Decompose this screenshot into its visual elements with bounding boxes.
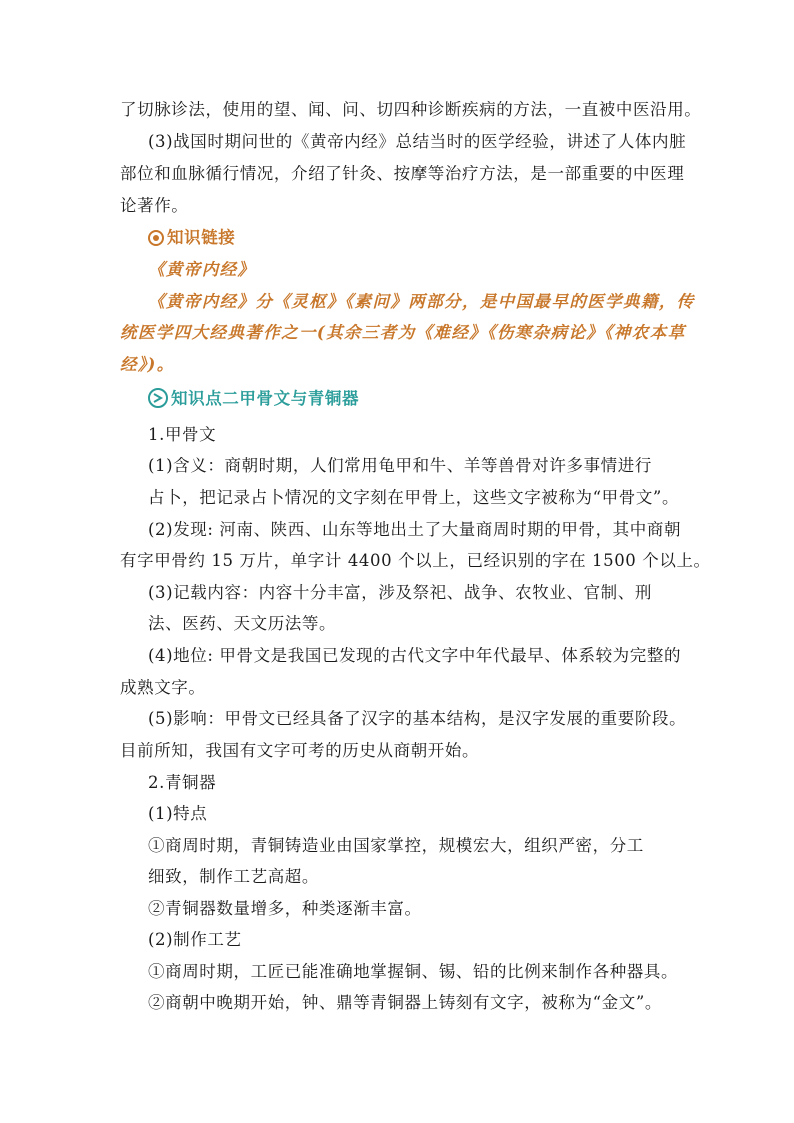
knowledge-link-title: 《黄帝内经》 [148,260,256,279]
paragraph-line: ①商周时期，青铜铸造业由国家掌控，规模宏大，组织严密，分工 [148,836,644,855]
paragraph-line: ②青铜器数量增多，种类逐渐丰富。 [148,899,422,918]
paragraph-line: 细致，制作工艺高超。 [148,867,319,886]
paragraph-line: 部位和血脉循行情况，介绍了针灸、按摩等治疗方法，是一部重要的中医理 [120,164,685,183]
paragraph-line: 成熟文字。 [120,678,206,697]
paragraph-line: ①商周时期，工匠已能准确地掌握铜、锡、铅的比例来制作各种器具。 [148,962,679,981]
paragraph-line: (2)发现: 河南、陕西、山东等地出土了大量商周时期的甲骨，其中商朝 [148,520,682,539]
paragraph-line: ②商朝中晚期开始，钟、鼎等青铜器上铸刻有文字，被称为“金文”。 [148,993,662,1012]
subsection-title: 1.甲骨文 [148,425,217,444]
paragraph-line: (3)战国时期问世的《黄帝内经》总结当时的医学经验，讲述了人体内脏 [148,132,687,151]
paragraph-line: 法、医药、天文历法等。 [148,614,337,633]
paragraph-line: (3)记载内容：内容十分丰富，涉及祭祀、战争、农牧业、官制、刑 [148,583,652,602]
knowledge-link-heading [148,227,235,249]
paragraph-line: (2)制作工艺 [148,930,242,949]
paragraph-line: 占卜，把记录占卜情况的文字刻在甲骨上，这些文字被称为“甲骨文”。 [148,488,680,507]
knowledge-link-body: 统医学四大经典著作之一(其余三者为《难经》《伤寒杂病论》《神农本草 [120,323,686,342]
paragraph-line: (5)影响：甲骨文已经具备了汉字的基本结构，是汉字发展的重要阶段。 [148,709,687,728]
paragraph-line: 论著作。 [120,196,189,215]
paragraph-line: (1)特点 [148,804,208,823]
paragraph-line: (4)地位: 甲骨文是我国已发现的古代文字中年代最早、体系较为完整的 [148,646,682,665]
knowledge-link-body: 《黄帝内经》分《灵枢》《素问》两部分，是中国最早的医学典籍，传 [148,292,695,311]
paragraph-line: 目前所知，我国有文字可考的历史从商朝开始。 [120,741,480,760]
section-heading-label: 知识点二甲骨文与青铜器 [171,389,360,408]
paragraph-line: 有字甲骨约 15 万片，单字计 4400 个以上，已经识别的字在 1500 个以上。 [120,551,711,570]
knowledge-link-label: 知识链接 [167,228,236,247]
bullseye-icon [148,230,164,246]
paragraph-line: (1)含义：商朝时期，人们常用龟甲和牛、羊等兽骨对许多事情进行 [148,456,652,475]
subsection-title: 2.青铜器 [148,773,217,792]
knowledge-link-body: 经》)。 [120,355,175,374]
paragraph-line: 了切脉诊法，使用的望、闻、问、切四种诊断疾病的方法，一直被中医沿用。 [120,100,702,119]
arrow-circle-icon [148,388,168,408]
section-heading [148,388,359,410]
